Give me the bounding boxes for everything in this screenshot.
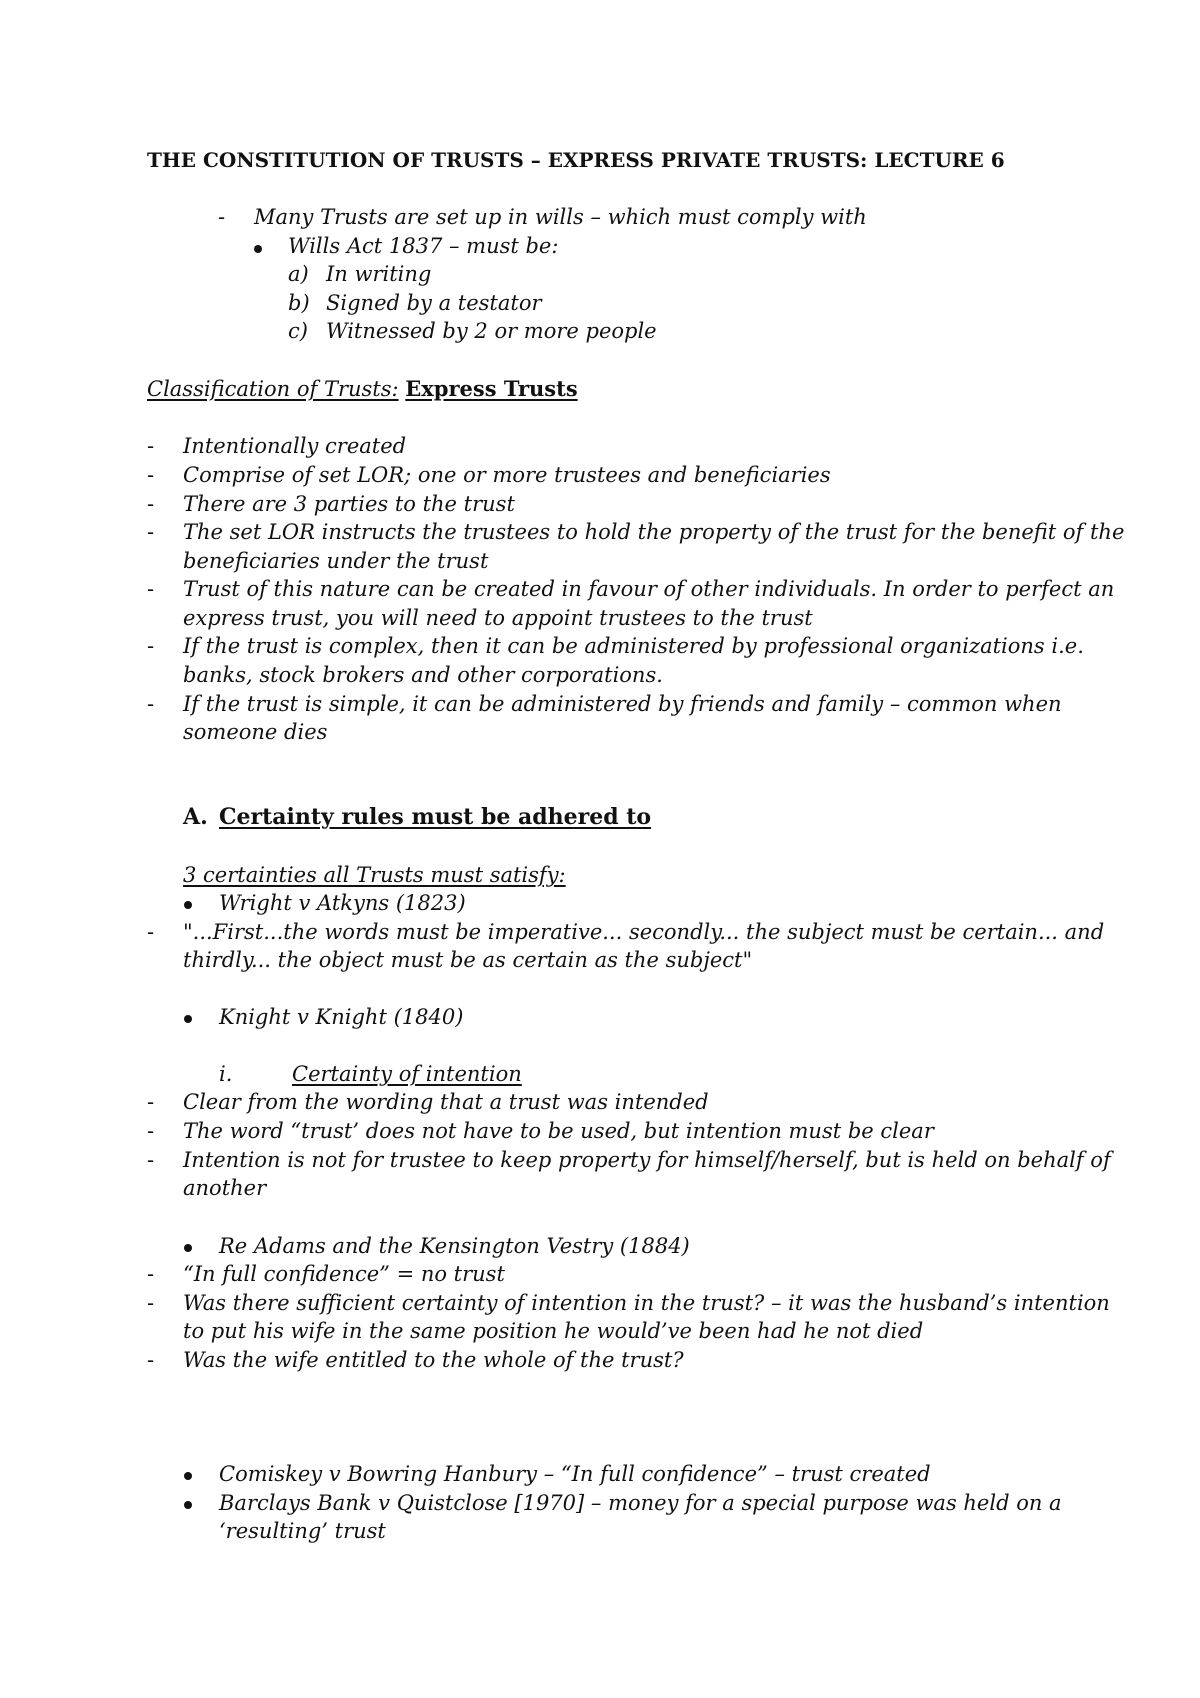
- section-a-marker: A.: [183, 804, 208, 830]
- list-item: Clear from the wording that a trust was intended: [183, 1090, 709, 1114]
- req-text: Signed by a testator: [326, 291, 542, 315]
- dash-bullet: -: [147, 920, 155, 944]
- case-name: Wright v Atkyns (1823): [219, 891, 466, 915]
- bullet-icon: [184, 1501, 192, 1509]
- dash-bullet: -: [147, 1119, 155, 1143]
- case-name: Barclays Bank v Quistclose [1970] – money for a special purpose was held on a: [219, 1491, 1062, 1515]
- case-name: Knight v Knight (1840): [219, 1005, 464, 1029]
- case-quote-continued: thirdly... the object must be as certain as the subject": [183, 948, 753, 972]
- wills-intro: Many Trusts are set up in wills – which must comply with: [254, 205, 867, 229]
- list-item: Trust of this nature can be created in favour of other individuals. In order to perfect an: [183, 577, 1115, 601]
- dash-bullet: -: [147, 520, 155, 544]
- case-name: Re Adams and the Kensington Vestry (1884): [219, 1234, 690, 1258]
- dash-bullet: -: [147, 692, 155, 716]
- list-item: Intention is not for trustee to keep property for himself/herself, but is held on behalf of: [183, 1148, 1111, 1172]
- list-item: Was the wife entitled to the whole of the trust?: [183, 1348, 684, 1372]
- dash-bullet: -: [218, 205, 226, 229]
- dash-bullet: -: [147, 463, 155, 487]
- dash-bullet: -: [147, 1148, 155, 1172]
- list-item: “In full confidence” = no trust: [183, 1262, 505, 1286]
- section-i-marker: i.: [219, 1062, 233, 1086]
- bullet-icon: [184, 1244, 192, 1252]
- list-item: If the trust is simple, it can be administered by friends and family – common when: [183, 692, 1062, 716]
- case-quote: "...First...the words must be imperative... secondly... the subject must be certain... and: [183, 920, 1105, 944]
- list-item: Was there sufficient certainty of intention in the trust? – it was the husband’s intention: [183, 1291, 1110, 1315]
- classification-heading: [147, 375, 578, 403]
- list-item-continued: beneficiaries under the trust: [183, 549, 489, 573]
- req-text: Witnessed by 2 or more people: [326, 319, 657, 343]
- list-item-continued: someone dies: [183, 720, 328, 744]
- bullet-icon: [184, 1472, 192, 1480]
- section-i-heading: Certainty of intention: [292, 1062, 522, 1086]
- case-name: Comiskey v Bowring Hanbury – “In full confidence” – trust created: [219, 1462, 931, 1486]
- dash-bullet: -: [147, 634, 155, 658]
- bullet-icon: [184, 901, 192, 909]
- list-item: Intentionally created: [183, 434, 407, 458]
- req-text: In writing: [326, 262, 432, 286]
- case-name-continued: ‘resulting’ trust: [219, 1519, 386, 1543]
- list-item-continued: express trust, you will need to appoint trustees to the trust: [183, 606, 813, 630]
- bullet-icon: [184, 1015, 192, 1023]
- bullet-icon: [254, 245, 262, 253]
- list-item: The word “trust’ does not have to be used, but intention must be clear: [183, 1119, 934, 1143]
- page-title: THE CONSTITUTION OF TRUSTS – EXPRESS PRIVATE TRUSTS: LECTURE 6: [147, 148, 1005, 172]
- dash-bullet: -: [147, 1291, 155, 1315]
- list-item: There are 3 parties to the trust: [183, 492, 515, 516]
- dash-bullet: -: [147, 577, 155, 601]
- req-marker: a): [288, 262, 309, 286]
- list-item: If the trust is complex, then it can be administered by professional organizations i.e.: [183, 634, 1084, 658]
- wills-act: Wills Act 1837 – must be:: [288, 234, 559, 258]
- dash-bullet: -: [147, 434, 155, 458]
- list-item-continued: banks, stock brokers and other corporations.: [183, 663, 663, 687]
- req-marker: b): [288, 291, 310, 315]
- list-item: Comprise of set LOR; one or more trustees and beneficiaries: [183, 463, 831, 487]
- dash-bullet: -: [147, 1262, 155, 1286]
- classification-label: Classification of Trusts:: [147, 377, 399, 401]
- list-item-continued: to put his wife in the same position he would’ve been had he not died: [183, 1319, 924, 1343]
- classification-bold: Express Trusts: [405, 376, 578, 401]
- req-marker: c): [288, 319, 308, 343]
- list-item-continued: another: [183, 1176, 267, 1200]
- list-item: The set LOR instructs the trustees to hold the property of the trust for the benefit of the: [183, 520, 1125, 544]
- certainties-subheading: 3 certainties all Trusts must satisfy:: [183, 863, 566, 887]
- dash-bullet: -: [147, 1090, 155, 1114]
- dash-bullet: -: [147, 1348, 155, 1372]
- section-a-heading: Certainty rules must be adhered to: [219, 804, 652, 830]
- dash-bullet: -: [147, 492, 155, 516]
